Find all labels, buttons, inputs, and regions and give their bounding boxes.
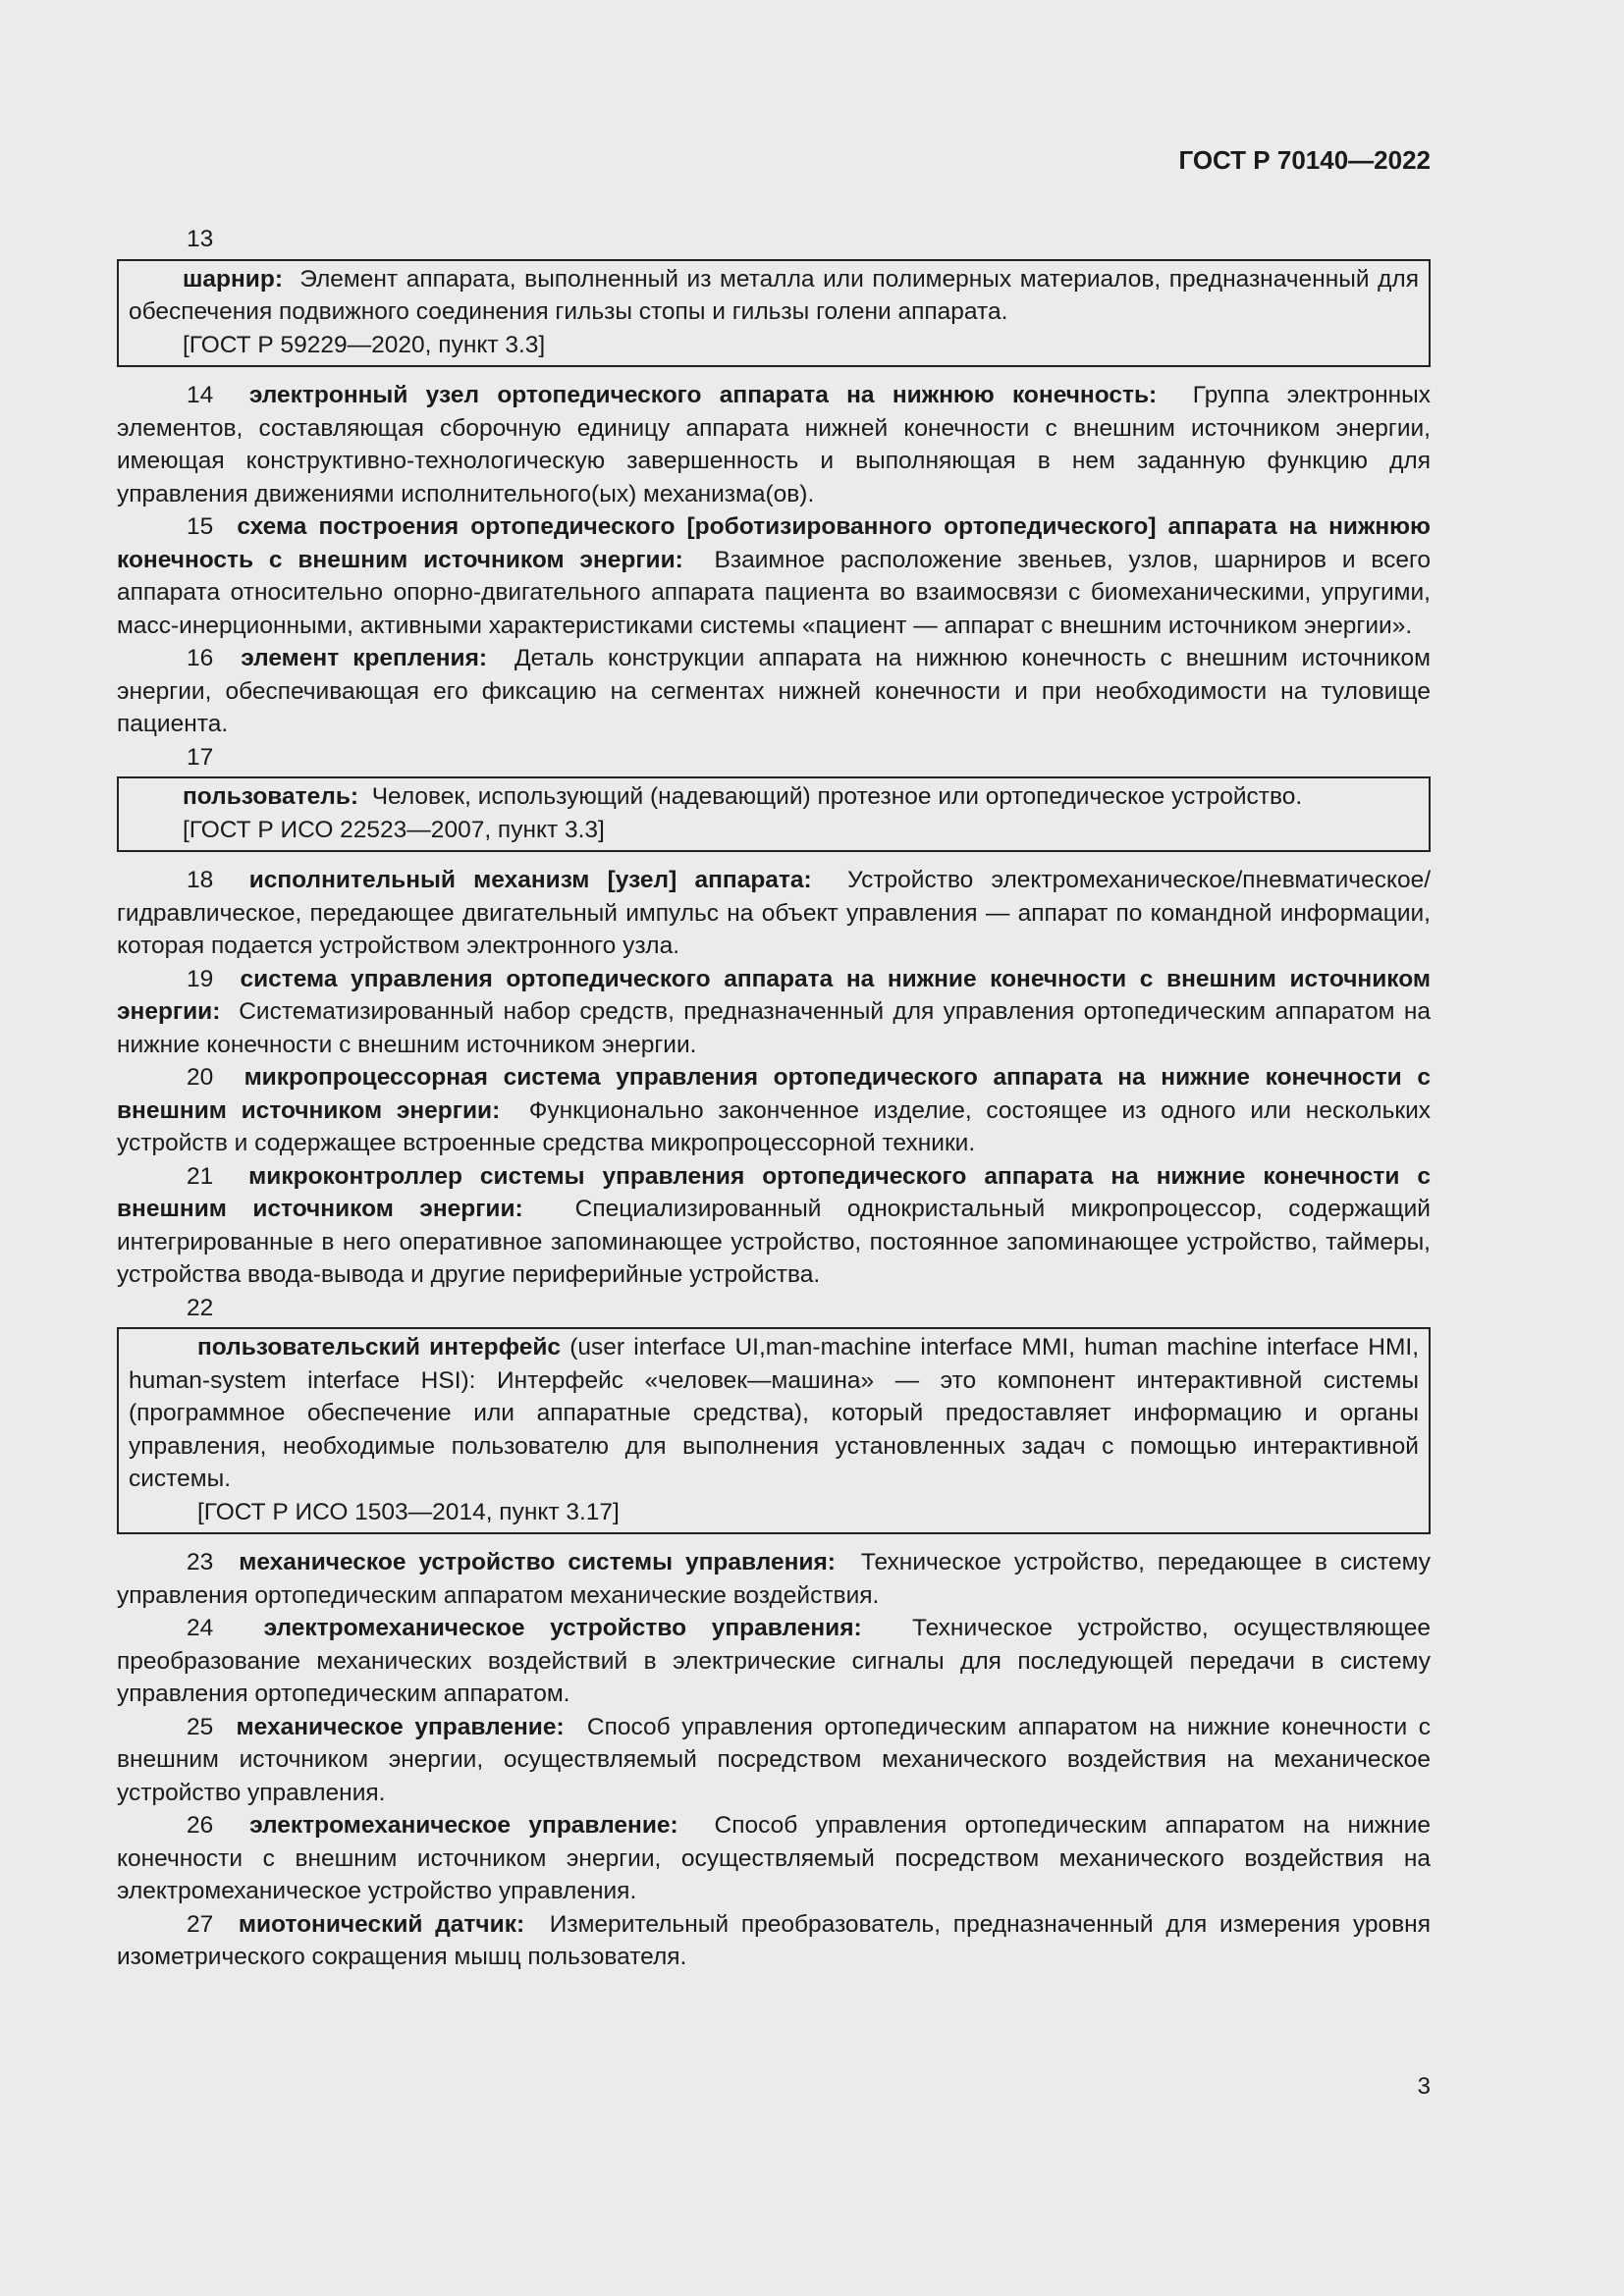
definition: Техническое устройство, передающее в систему управления ортопедическим аппаратом механические воздействия. — [117, 1549, 1431, 1609]
quoted-definition-box — [117, 776, 1431, 852]
entry-number: 21 — [187, 1162, 214, 1190]
term: схема построения ортопедического [роботизированного ортопедического] аппарата на нижнюю конечность с внешним источником энергии: — [117, 513, 1431, 573]
entry-number: 26 — [187, 1812, 214, 1839]
entry-number: 18 — [187, 867, 214, 893]
document-id: ГОСТ Р 70140—2022 — [1178, 145, 1431, 175]
term: миотонический датчик: — [238, 1910, 525, 1938]
entry-number: 25 — [187, 1713, 214, 1740]
entry-number: 14 — [187, 382, 214, 408]
definition: Способ управления ортопедическим аппаратом на нижние конечности с внешним источником энергии, осуществляемый посредством механического воздействия на электромеханическое устройство управления. — [117, 1812, 1432, 1904]
term: механическое устройство системы управления: — [239, 1549, 836, 1575]
term-entry — [117, 963, 1431, 1062]
term-entry — [117, 1711, 1431, 1810]
definition: Специализированный однокристальный микропроцессор, содержащий интегрированные в него оперативное запоминающее устройство, постоянное запоминающее устройство, таймеры, устройства ввода-вывода и другие периферийные устройства. — [117, 1196, 1431, 1288]
entry-number: 20 — [187, 1064, 214, 1091]
term-entry — [117, 864, 1431, 963]
quoted-definition-box — [117, 1327, 1431, 1534]
entry-number: 13 — [187, 226, 214, 252]
definition: Функционально законченное изделие, состоящее из одного или нескольких устройств и содержащее встроенные средства микропроцессорной техники. — [117, 1096, 1432, 1156]
term-entry — [117, 1809, 1431, 1908]
term: система управления ортопедического аппарата на нижние конечности с внешним источником энергии: — [117, 965, 1431, 1025]
terms-list — [117, 223, 1431, 1974]
definition: Измерительный преобразователь, предназначенный для измерения уровня изометрического сокращения мышц пользователя. — [117, 1910, 1431, 1970]
definition: Группа электронных элементов, составляющая сборочную единицу аппарата нижней конечности с внешним источником энергии, имеющая конструктивно-технологическую завершенность и выполняющая в нем заданную функцию для управления движениями исполнительного(ых) механизма(ов). — [117, 382, 1431, 507]
term: шарнир: — [183, 265, 283, 293]
term: электронный узел ортопедического аппарата на нижнюю конечность: — [248, 382, 1158, 408]
term-entry — [117, 1612, 1431, 1711]
term: механическое управление: — [236, 1713, 565, 1740]
term: микропроцессорная система управления ортопедического аппарата на нижние конечности с внешним источником энергии: — [117, 1064, 1431, 1124]
term-entry — [117, 1546, 1431, 1612]
term-entry — [117, 510, 1431, 642]
term: электромеханическое устройство управления: — [263, 1615, 862, 1641]
term-entry — [117, 1160, 1431, 1292]
source-reference: [ГОСТ Р 59229—2020, пункт 3.3] — [183, 331, 546, 358]
term-entry — [129, 780, 1419, 814]
definition: Взаимное расположение звеньев, узлов, шарниров и всего аппарата относительно опорно-двигательного аппарата пациента во взаимосвязи с биомеханическими, упругими, масс-инерционными, активными характеристиками системы «пациент — аппарат с внешним источником энергии». — [117, 546, 1431, 639]
page-number: 3 — [1417, 2073, 1431, 2100]
entry-number: 19 — [187, 965, 214, 992]
quoted-definition-box — [117, 259, 1431, 368]
term: пользовательский интерфейс — [197, 1334, 562, 1361]
term-entry — [129, 263, 1419, 329]
definition: Способ управления ортопедическим аппаратом на нижние конечности с внешним источником энергии, осуществляемый посредством механического воздействия на механическое устройство управления. — [117, 1713, 1432, 1806]
entry-number: 16 — [187, 645, 214, 671]
term: элемент крепления: — [241, 645, 488, 671]
term-entry — [129, 1331, 1419, 1496]
definition: (user interface UI,man-machine interface MMI, human machine interface HMI, human-system interface HSI): Интерфейс «человек—машина» — это компонент интерактивной системы (программное обеспечение или аппаратные средства), который предоставляет информацию и органы управления, необходимые пользователю для выполнения установленных задач с помощью интерактивной системы. — [129, 1334, 1420, 1492]
entry-number: 24 — [187, 1615, 214, 1641]
entry-number: 15 — [187, 513, 214, 540]
definition: Деталь конструкции аппарата на нижнюю конечность с внешним источником энергии, обеспечивающая его фиксацию на сегментах нижней конечности и при необходимости на туловище пациента. — [117, 645, 1431, 737]
source-reference: [ГОСТ Р ИСО 22523—2007, пункт 3.3] — [183, 816, 605, 843]
term: микроконтроллер системы управления ортопедического аппарата на нижние конечности с внешним источником энергии: — [117, 1162, 1431, 1222]
term: электромеханическое управление: — [249, 1812, 678, 1839]
definition: Элемент аппарата, выполненный из металла или полимерных материалов, предназначенный для обеспечения подвижного соединения гильзы стопы и гильзы голени аппарата. — [129, 265, 1419, 325]
term-entry — [117, 379, 1431, 510]
term: пользователь: — [183, 783, 359, 810]
definition: Систематизированный набор средств, предназначенный для управления ортопедическим аппаратом на нижние конечности с внешним источником энергии. — [117, 998, 1431, 1058]
definition: Человек, использующий (надевающий) протезное или ортопедическое устройство. — [371, 783, 1303, 810]
entry-number: 23 — [187, 1549, 214, 1575]
entry-number: 17 — [187, 743, 214, 771]
entry-number: 27 — [187, 1910, 214, 1938]
definition: Устройство электромеханическое/пневматическое/гидравлическое, передающее двигательный импульс на объект управления — аппарат по командной информации, которая подается устройством электронного узла. — [117, 867, 1431, 959]
entry-number: 22 — [187, 1294, 214, 1321]
source-reference: [ГОСТ Р ИСО 1503—2014, пункт 3.17] — [197, 1498, 620, 1525]
term-entry — [117, 1908, 1431, 1974]
definition: Техническое устройство, осуществляющее преобразование механических воздействий в электрические сигналы для последующей передачи в систему управления ортопедическим аппаратом. — [117, 1615, 1431, 1707]
term-entry — [117, 642, 1431, 741]
term-entry — [117, 1061, 1431, 1160]
term: исполнительный механизм [узел] аппарата: — [248, 867, 812, 893]
